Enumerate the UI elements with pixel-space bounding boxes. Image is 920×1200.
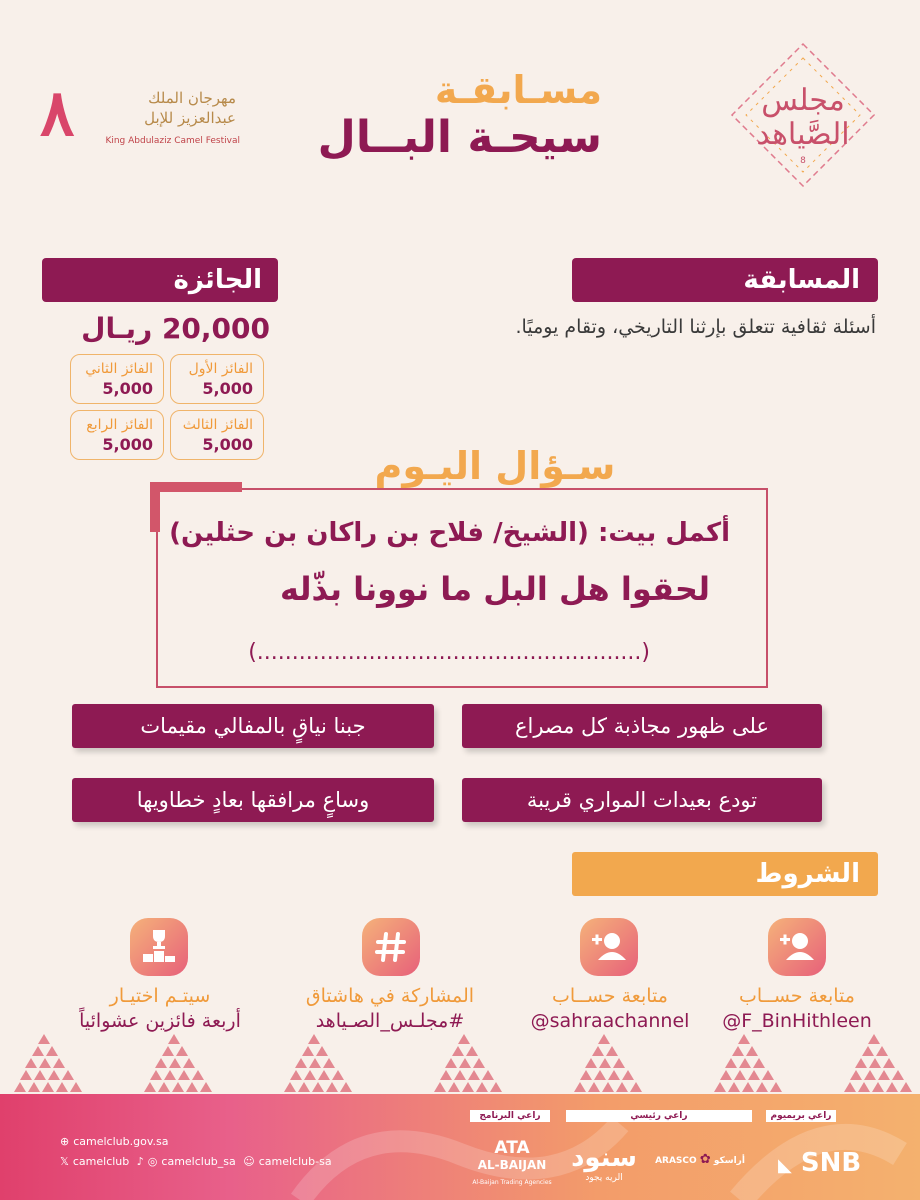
- tiktok-icon: ♪: [136, 1155, 144, 1168]
- sanad-tagline: الريه يجود: [585, 1173, 623, 1183]
- question-heading: سـؤال اليـوم: [374, 444, 616, 488]
- majlis-logo-line1: مجلس: [761, 83, 845, 118]
- winner-amount: 5,000: [102, 379, 153, 398]
- arasco-ar: أراسكو: [713, 1156, 745, 1166]
- winner-amount: 5,000: [202, 379, 253, 398]
- ata-tagline: Al-Baijan Trading Agencies: [472, 1179, 552, 1186]
- festival-logo: [40, 76, 240, 152]
- website-link[interactable]: [60, 1132, 336, 1152]
- question-line2: لحقوا هل البل ما نوونا بذّله: [280, 570, 710, 608]
- footer-links: [60, 1132, 336, 1172]
- festival-name-en: King Abdulaziz Camel Festival: [105, 136, 240, 146]
- globe-icon: ⊕: [60, 1135, 70, 1148]
- arasco-logo: [650, 1152, 750, 1167]
- main-sponsor-label: راعي رئيسي: [566, 1110, 752, 1122]
- term-line1: سيتـم اختيـار: [109, 985, 211, 1007]
- verse-4: وساعٍ مرافقها بعادٍ خطاويها: [72, 778, 434, 822]
- frame-accent: [150, 482, 160, 532]
- festival-logo-number: ٨: [40, 76, 75, 151]
- add-user-icon: [580, 918, 638, 976]
- winner-amount: 5,000: [102, 435, 153, 454]
- terms-heading: الشروط: [572, 852, 878, 896]
- website-text: camelclub.gov.sa: [73, 1135, 169, 1148]
- arasco-mark-icon: ✿: [699, 1152, 711, 1167]
- tent-pattern-decoration: [0, 1024, 920, 1100]
- term-line1: متابعة حســاب: [552, 985, 668, 1007]
- winner-box-2: [70, 354, 164, 404]
- festival-name-ar: [96, 88, 236, 128]
- premium-sponsor-label: راعي بريميوم: [766, 1110, 836, 1122]
- winner-label: الفائز الأول: [188, 361, 253, 377]
- sanad-logo: [562, 1144, 646, 1184]
- question-line1: أكمل بيت: (الشيخ/ فلاح بن راكان بن حثلين): [169, 518, 730, 548]
- add-user-icon: [768, 918, 826, 976]
- verse-2: جبنا نياقٍ بالمفالي مقيمات: [72, 704, 434, 748]
- festival-name-ar-line2: عبدالعزيز للإبل: [144, 109, 236, 127]
- program-sponsor-label: راعي البرنامج: [470, 1110, 550, 1122]
- frame-accent: [150, 482, 242, 492]
- question-answer-blank: (.......................................................): [248, 640, 650, 665]
- ata-albaijan-logo: [472, 1140, 552, 1191]
- competition-heading: المسابقة: [572, 258, 878, 302]
- instagram-handle[interactable]: camelclub_sa: [161, 1155, 236, 1168]
- winner-label: الفائز الثالث: [182, 417, 253, 433]
- majlis-logo: [728, 40, 878, 190]
- snb-text: SNB: [800, 1148, 862, 1178]
- title-competition: مسـابقـة: [434, 68, 602, 112]
- term-line1: المشاركة في هاشتاق: [305, 985, 475, 1007]
- hashtag-icon: [362, 918, 420, 976]
- verse-1: على ظهور مجاذبة كل مصراع: [462, 704, 822, 748]
- snb-logo: [778, 1148, 861, 1178]
- winner-amount: 5,000: [202, 435, 253, 454]
- term-hashtag-text: #مجلـس_الصـياهد: [315, 1010, 465, 1032]
- competition-description: أسئلة ثقافية تتعلق بإرثنا التاريخي، وتقام يوميًا.: [515, 316, 876, 338]
- prize-total: 20,000 ريـال: [81, 312, 270, 345]
- winner-label: الفائز الرابع: [86, 417, 153, 433]
- title-name: سيحـة البــال: [317, 112, 602, 163]
- instagram-icon: ◎: [147, 1155, 158, 1168]
- winner-box-1: [170, 354, 264, 404]
- verse-3: تودع بعيدات المواري قريبة: [462, 778, 822, 822]
- festival-name-ar-line1: مهرجان الملك: [148, 89, 236, 107]
- majlis-logo-line2: الصَّياهد: [756, 117, 850, 152]
- podium-icon: [130, 918, 188, 976]
- snb-mark-icon: ◣: [778, 1155, 792, 1176]
- winner-label: الفائز الثاني: [85, 361, 153, 377]
- term-line1: متابعة حســاب: [739, 985, 855, 1007]
- prize-heading: الجائزة: [42, 258, 278, 302]
- term-handle: @sahraachannel: [530, 1010, 690, 1032]
- term-line2: أربعة فائزين عشوائياً: [79, 1010, 241, 1032]
- majlis-logo-number: 8: [800, 156, 806, 166]
- ata-line2: AL-BAIJAN: [477, 1158, 547, 1172]
- snapchat-icon: ☺: [243, 1155, 255, 1168]
- ata-line1: ATA: [494, 1138, 530, 1158]
- x-icon: 𝕏: [60, 1155, 69, 1168]
- snapchat-handle[interactable]: camelclub-sa: [258, 1155, 332, 1168]
- arasco-en: ARASCO: [655, 1156, 697, 1166]
- sanad-name: سنود: [571, 1143, 637, 1173]
- term-handle: @F_BinHithleen: [722, 1010, 872, 1032]
- x-handle[interactable]: camelclub: [72, 1155, 130, 1168]
